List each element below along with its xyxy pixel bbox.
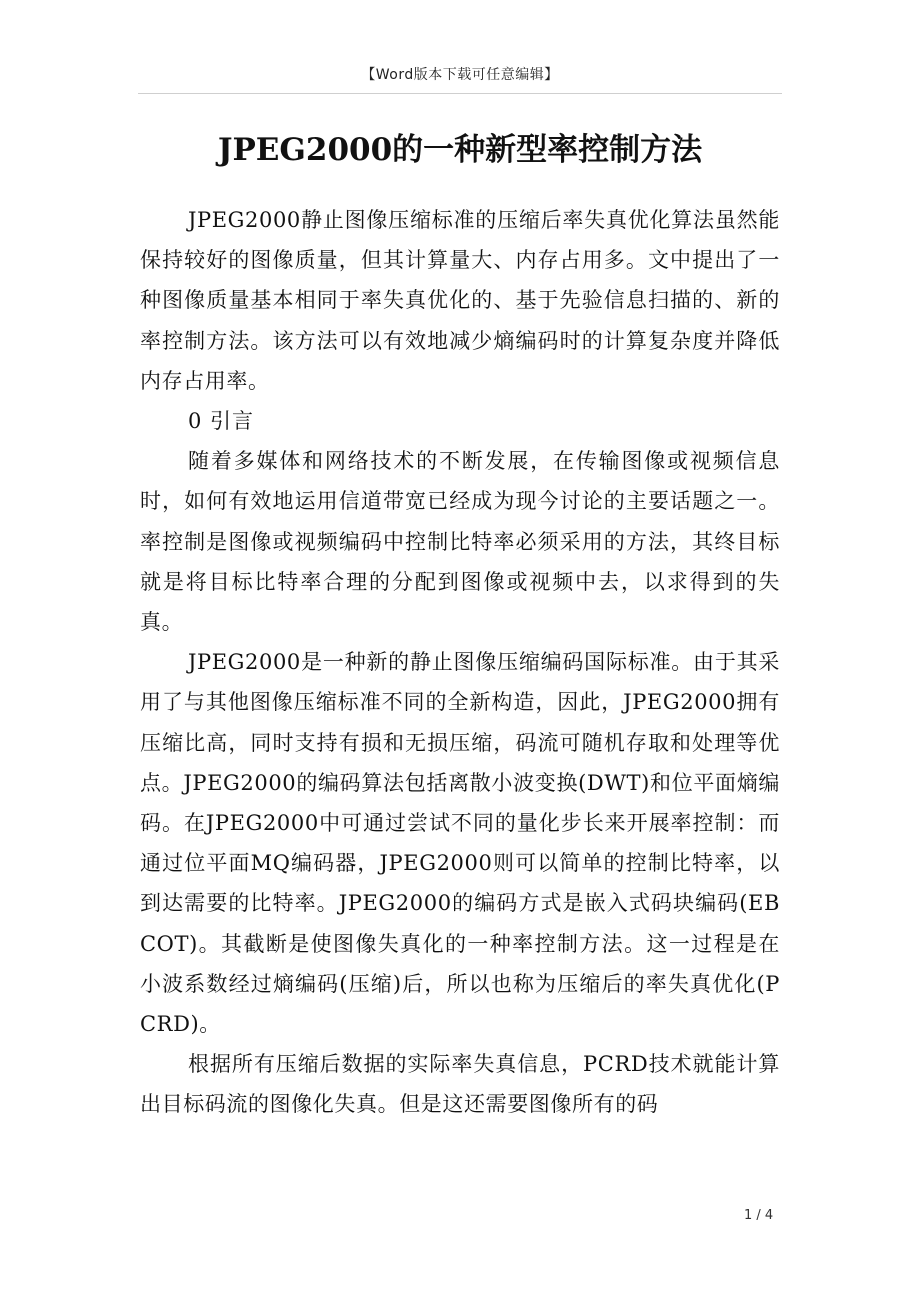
page-header: 【Word版本下载可任意编辑】	[361, 67, 559, 83]
body-paragraph: JPEG2000是一种新的静止图像压缩编码国际标准。由于其采用了与其他图像压缩标准不同的全新构造，因此，JPEG2000拥有压缩比高，同时支持有损和无损压缩，码流可随机存取和处理等优点。JPEG2000的编码算法包括离散小波变换(DWT)和位平面熵编码。在JPEG2000中可通过尝试不同的量化步长来开展率控制：而通过位平面MQ编码器，JPEG2000则可以简单的控制比特率，以到达需要的比特率。JPEG2000的编码方式是嵌入式码块编码(EBCOT)。其截断是使图像失真化的一种率控制方法。这一过程是在小波系数经过熵编码(压缩)后，所以也称为压缩后的率失真优化(PCRD)。	[140, 650, 780, 1037]
document-body	[140, 200, 780, 1125]
document-title: JPEG2000的一种新型率控制方法	[217, 132, 703, 168]
body-paragraph: 根据所有压缩后数据的实际率失真信息，PCRD技术就能计算出目标码流的图像化失真。但是这还需要图像所有的码	[140, 1052, 780, 1117]
page-number: 1 / 4	[744, 1208, 774, 1223]
section-heading-introduction: 0 引言	[188, 409, 255, 434]
header-divider	[138, 93, 782, 94]
abstract-paragraph: JPEG2000静止图像压缩标准的压缩后率失真优化算法虽然能保持较好的图像质量，但其计算量大、内存占用多。文中提出了一种图像质量基本相同于率失真优化的、基于先验信息扫描的、新的率控制方法。该方法可以有效地减少熵编码时的计算复杂度并降低内存占用率。	[140, 208, 780, 393]
body-paragraph: 随着多媒体和网络技术的不断发展，在传输图像或视频信息时，如何有效地运用信道带宽已经成为现今讨论的主要话题之一。率控制是图像或视频编码中控制比特率必须采用的方法，其终目标就是将目标比特率合理的分配到图像或视频中去，以求得到的失真。	[140, 449, 780, 635]
